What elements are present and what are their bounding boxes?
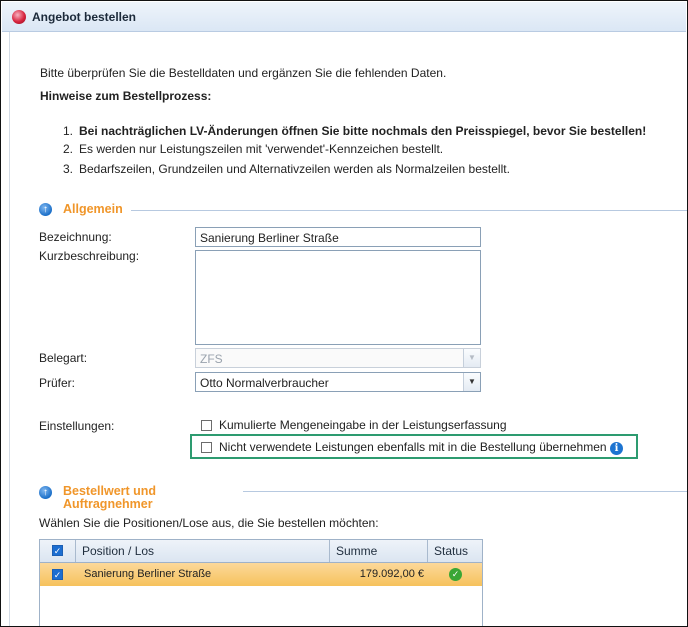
select-all-checkbox[interactable]: ✓ [53,546,62,556]
option-kumulierte-label: Kumulierte Mengeneingabe in der Leistungserfassung [219,418,507,432]
belegart-value: ZFS [200,352,223,366]
section-bestellwert-title-line2: Auftragnehmer [63,497,153,511]
hint-1-number: 1. [63,124,74,138]
pruefer-dropdown-icon[interactable]: ▼ [463,373,480,391]
pruefer-value: Otto Normalverbraucher [200,376,329,390]
selection-instruction: Wählen Sie die Positionen/Lose aus, die Sie bestellen möchten: [39,516,379,530]
positions-table [39,539,483,627]
option-nicht-verwendete-label: Nicht verwendete Leistungen ebenfalls mit in die Bestellung übernehmen [219,440,607,454]
section-bestellwert-title-line1: Bestellwert und [63,484,157,498]
kurzbeschreibung-textarea[interactable] [195,250,481,345]
bezeichnung-label: Bezeichnung: [39,230,112,244]
belegart-label: Belegart: [39,351,88,365]
hints-heading: Hinweise zum Bestellprozess: [40,89,212,103]
bezeichnung-input[interactable] [195,227,481,247]
row-checkbox[interactable]: ✓ [53,570,62,580]
app-logo-icon [12,10,26,24]
belegart-select [195,348,481,368]
table-header [40,540,482,563]
pruefer-label: Prüfer: [39,376,76,390]
kurzbeschreibung-label: Kurzbeschreibung: [39,249,140,263]
hint-3-number: 3. [63,162,74,176]
pruefer-select[interactable] [195,372,481,392]
row-position: Sanierung Berliner Straße [84,568,212,580]
bezeichnung-value: Sanierung Berliner Straße [200,231,339,245]
einstellungen-label: Einstellungen: [39,419,115,433]
hint-3-text: Bedarfszeilen, Grundzeilen und Alternativzeilen werden als Normalzeilen bestellt. [79,162,510,176]
section-divider [243,491,687,492]
collapse-bestellwert-icon[interactable]: ↑ [39,486,52,499]
option-nicht-verwendete-checkbox[interactable] [201,442,212,453]
hint-2-text: Es werden nur Leistungszeilen mit 'verwendet'-Kennzeichen bestellt. [79,142,444,156]
belegart-dropdown-icon: ▼ [463,349,480,367]
option-kumulierte-checkbox[interactable] [201,420,212,431]
left-border-line [9,32,10,626]
row-summe: 179.092,00 € [359,568,424,580]
section-allgemein-title: Allgemein [63,202,123,216]
collapse-allgemein-icon[interactable]: ↑ [39,203,52,216]
status-ok-icon: ✓ [449,568,462,581]
hint-1-text: Bei nachträglichen LV-Änderungen öffnen Sie bitte nochmals den Preisspiegel, bevor Sie bestellen! [79,124,647,138]
header-select-all [40,540,76,562]
info-icon[interactable]: i [610,442,623,455]
column-header-position[interactable]: Position / Los [76,540,330,562]
column-header-status[interactable]: Status [434,544,469,558]
column-header-summe[interactable]: Summe [330,540,428,562]
title-bar [2,2,686,32]
window-title: Angebot bestellen [32,10,137,24]
hint-2-number: 2. [63,142,74,156]
section-divider [131,210,687,211]
intro-text: Bitte überprüfen Sie die Bestelldaten und ergänzen Sie die fehlenden Daten. [40,66,447,80]
table-row[interactable] [40,563,482,586]
